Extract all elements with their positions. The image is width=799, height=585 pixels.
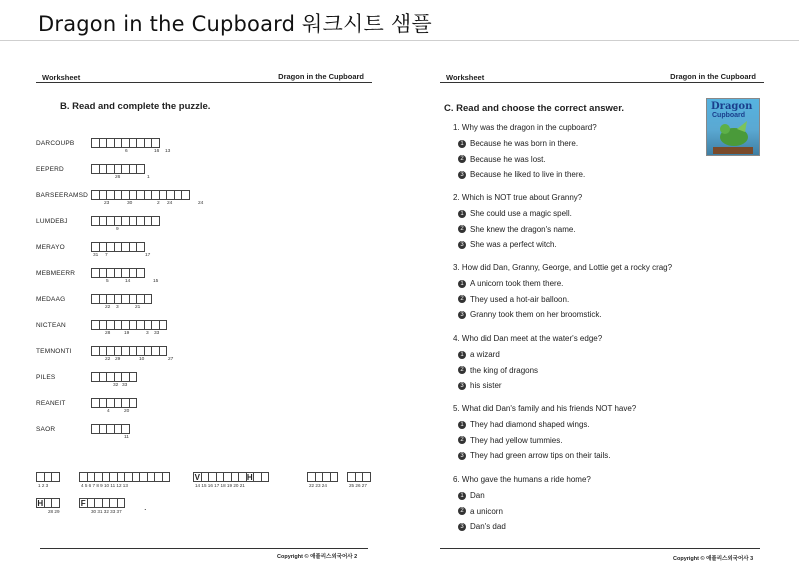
letter-box[interactable] — [144, 294, 153, 304]
answer-option[interactable] — [458, 350, 500, 359]
clue-number: 10 — [139, 357, 145, 362]
final-letter-box[interactable] — [362, 472, 371, 482]
option-number-circle: 3 — [458, 382, 466, 390]
letter-box[interactable] — [159, 346, 168, 356]
final-answer-puzzle — [36, 472, 372, 532]
option-text: They had green arrow tips on their tails. — [470, 451, 611, 460]
answer-option[interactable] — [458, 279, 563, 288]
final-letter-box[interactable] — [51, 498, 60, 508]
answer-group-3 — [193, 472, 268, 482]
clue-number: 7 — [105, 253, 108, 258]
option-number-circle: 2 — [458, 295, 466, 303]
left-page-header — [36, 70, 372, 83]
scrambled-word: SAOR — [36, 426, 56, 433]
answer-option[interactable] — [458, 225, 576, 234]
section-b-title: B. Read and complete the puzzle. — [60, 101, 211, 112]
option-number-circle: 3 — [458, 523, 466, 531]
answer-box-row — [91, 398, 136, 408]
right-page-header — [440, 70, 764, 83]
answer-box-row — [91, 164, 144, 174]
answer-box-row — [91, 190, 189, 200]
option-text: a unicorn — [470, 506, 503, 516]
option-text: Dan — [470, 491, 485, 500]
final-letter-box[interactable] — [330, 472, 339, 482]
final-letter-box[interactable]: V — [194, 473, 200, 482]
scrambled-word: MEBMEERR — [36, 270, 76, 277]
page-title: Dragon in the Cupboard 워크시트 샘플 — [38, 12, 432, 36]
answer-option[interactable] — [458, 436, 562, 445]
answer-box-row — [91, 320, 166, 330]
option-text: his sister — [470, 381, 502, 390]
question-text: 4. Who did Dan meet at the water's edge? — [453, 334, 603, 343]
final-letter-box[interactable]: H — [246, 473, 253, 482]
question-text: 5. What did Dan's family and his friends NOT have? — [453, 404, 637, 413]
option-number-circle: 2 — [458, 225, 466, 233]
clue-number: 3 — [116, 305, 119, 310]
letter-box[interactable] — [136, 242, 145, 252]
clue-number: 27 — [168, 357, 174, 362]
right-footer-copyright: Copyright © 애플리스외국어사 3 — [673, 556, 754, 562]
scrambled-word: TEMNONTI — [36, 348, 72, 355]
word-puzzle — [36, 138, 372, 438]
left-footer-rule — [40, 548, 368, 549]
option-number-circle: 3 — [458, 241, 466, 249]
left-header-worksheet: Worksheet — [42, 73, 81, 82]
option-text: Granny took them on her broomstick. — [470, 310, 602, 319]
answer-group-4 — [307, 472, 337, 482]
answer-option[interactable] — [458, 507, 503, 516]
answer-box-row — [91, 138, 159, 148]
answer-group-1 — [36, 472, 59, 482]
answer-option[interactable] — [458, 491, 485, 500]
option-number-circle: 1 — [458, 492, 466, 500]
cover-dragon-icon — [707, 99, 759, 155]
option-text: Dan's dad — [470, 522, 506, 531]
option-text: Because he was lost. — [470, 154, 546, 164]
clue-number: 33 — [154, 331, 160, 336]
answer-group-5 — [347, 472, 370, 482]
clue-number: 32 — [113, 383, 119, 388]
final-period: . — [144, 502, 147, 512]
option-number-circle: 2 — [458, 155, 466, 163]
option-text: A unicorn took them there. — [470, 279, 564, 288]
option-text: She was a perfect witch. — [470, 240, 557, 249]
option-number-circle: 1 — [458, 351, 466, 359]
letter-box[interactable] — [181, 190, 190, 200]
clue-number: 14 — [125, 279, 131, 284]
answer-group-6-numbers: 28 29 — [48, 509, 60, 514]
answer-group-7-numbers: 30 31 32 33 37 — [91, 509, 122, 514]
option-text: She knew the dragon's name. — [470, 224, 576, 234]
answer-group-6 — [36, 498, 59, 508]
section-c-title: C. Read and choose the correct answer. — [444, 103, 625, 114]
option-number-circle: 3 — [458, 311, 466, 319]
clue-number: 15 — [153, 279, 159, 284]
clue-number: 31 — [93, 253, 99, 258]
scrambled-word: DARCOUPB — [36, 140, 75, 147]
answer-option[interactable] — [458, 209, 572, 218]
left-worksheet-page — [36, 70, 372, 560]
letter-box[interactable] — [136, 268, 145, 278]
cover-title-cupboard: Cupboard — [712, 112, 746, 119]
scrambled-word: LUMDEBJ — [36, 218, 68, 225]
letter-box[interactable] — [121, 424, 130, 434]
clue-number: 11 — [124, 435, 129, 440]
letter-box[interactable] — [159, 320, 168, 330]
answer-option[interactable] — [458, 295, 569, 304]
option-text: a wizard — [470, 350, 500, 359]
answer-box-row — [91, 372, 136, 382]
scrambled-word: EEPERD — [36, 166, 64, 173]
option-number-circle: 2 — [458, 366, 466, 374]
clue-number: 5 — [106, 279, 109, 284]
letter-box[interactable] — [136, 164, 145, 174]
final-letter-box[interactable] — [117, 498, 126, 508]
option-text: the king of dragons — [470, 365, 539, 375]
left-footer-copyright: Copyright © 애플리스외국어사 2 — [277, 554, 358, 560]
answer-option[interactable] — [458, 366, 538, 375]
option-number-circle: 3 — [458, 452, 466, 460]
option-number-circle: 2 — [458, 507, 466, 515]
answer-box-row — [91, 268, 144, 278]
clue-number: 26 — [115, 175, 121, 180]
scrambled-word: MERAYO — [36, 244, 65, 251]
answer-group-3-numbers: 14 15 16 17 18 19 20 21 — [195, 483, 245, 488]
option-number-circle: 1 — [458, 421, 466, 429]
answer-option[interactable] — [458, 451, 611, 460]
answer-option[interactable] — [458, 381, 502, 390]
answer-box-row — [91, 424, 129, 434]
clue-number: 22 — [105, 305, 111, 310]
letter-box[interactable] — [151, 216, 160, 226]
answer-box-row — [91, 216, 159, 226]
option-text: They had yellow tummies. — [470, 435, 563, 445]
right-header-worksheet: Worksheet — [446, 73, 485, 82]
clue-number: 29 — [115, 357, 121, 362]
right-worksheet-page — [440, 70, 764, 562]
option-text: They used a hot-air balloon. — [470, 294, 570, 304]
question-text: 2. Which is NOT true about Granny? — [453, 193, 583, 202]
left-header-book-title: Dragon in the Cupboard — [278, 72, 364, 81]
scrambled-word: MEDAAG — [36, 296, 66, 303]
answer-option[interactable] — [458, 522, 506, 531]
clue-number: 24 — [167, 201, 173, 206]
question-text: 6. Who gave the humans a ride home? — [453, 475, 591, 484]
answer-box-row — [91, 242, 144, 252]
final-letter-box[interactable]: H — [37, 499, 44, 508]
answer-box-row — [91, 294, 151, 304]
option-text: Because he was born in there. — [470, 139, 579, 148]
answer-option[interactable] — [458, 420, 590, 429]
option-text: Because he liked to live in there. — [470, 170, 586, 179]
clue-number: 3 — [146, 331, 149, 336]
clue-number: 1 — [147, 175, 150, 180]
book-cover-image — [706, 98, 760, 156]
answer-option[interactable] — [458, 170, 585, 179]
final-letter-box[interactable]: F — [80, 499, 86, 508]
clue-number: 16 — [154, 149, 160, 154]
option-text: They had diamond shaped wings. — [470, 420, 590, 429]
question-text: 3. How did Dan, Granny, George, and Lottie get a rocky crag? — [453, 263, 673, 272]
right-header-book-title: Dragon in the Cupboard — [670, 72, 756, 81]
letter-box[interactable] — [129, 372, 138, 382]
answer-group-2 — [79, 472, 169, 482]
answer-option[interactable] — [458, 310, 602, 319]
answer-group-5-numbers: 25 26 27 — [349, 483, 367, 488]
clue-number: 28 — [105, 331, 111, 336]
clue-number: 20 — [124, 409, 130, 414]
option-number-circle: 1 — [458, 210, 466, 218]
clue-number: 6 — [125, 149, 128, 154]
clue-number: 2 — [157, 201, 160, 206]
clue-number: 24 — [198, 201, 204, 206]
scrambled-word: BARSEERAMSD — [36, 192, 89, 199]
option-text: She could use a magic spell. — [470, 209, 572, 218]
clue-number: 17 — [145, 253, 151, 258]
title-divider — [0, 40, 799, 41]
letter-box[interactable] — [129, 398, 138, 408]
answer-option[interactable] — [458, 240, 557, 249]
final-letter-box[interactable] — [162, 472, 171, 482]
option-number-circle: 2 — [458, 436, 466, 444]
clue-number: 13 — [165, 149, 171, 154]
cover-title-dragon: Dragon — [711, 101, 753, 112]
scrambled-word: PILES — [36, 374, 56, 381]
clue-number: 30 — [127, 201, 133, 206]
clue-number: 4 — [107, 409, 110, 414]
option-number-circle: 1 — [458, 280, 466, 288]
answer-option[interactable] — [458, 139, 578, 148]
answer-group-1-numbers: 1 2 3 — [38, 483, 49, 488]
question-text: 1. Why was the dragon in the cupboard? — [453, 123, 597, 132]
clue-number: 9 — [116, 227, 119, 232]
clue-number: 22 — [105, 357, 111, 362]
answer-group-7 — [79, 498, 124, 508]
answer-box-row — [91, 346, 166, 356]
clue-number: 19 — [124, 331, 130, 336]
answer-group-4-numbers: 22 23 24 — [309, 483, 327, 488]
scrambled-word: NICTEAN — [36, 322, 66, 329]
letter-box[interactable] — [151, 138, 160, 148]
final-letter-box[interactable] — [51, 472, 60, 482]
final-letter-box[interactable] — [261, 472, 270, 482]
option-number-circle: 3 — [458, 171, 466, 179]
option-number-circle: 1 — [458, 140, 466, 148]
clue-number: 21 — [135, 305, 141, 310]
answer-group-2-numbers: 4 5 6 7 8 9 10 11 12 13 — [81, 483, 128, 488]
right-footer-rule — [440, 548, 760, 549]
clue-number: 23 — [104, 201, 110, 206]
scrambled-word: REANEIT — [36, 400, 66, 407]
clue-number: 33 — [122, 383, 128, 388]
answer-option[interactable] — [458, 155, 546, 164]
